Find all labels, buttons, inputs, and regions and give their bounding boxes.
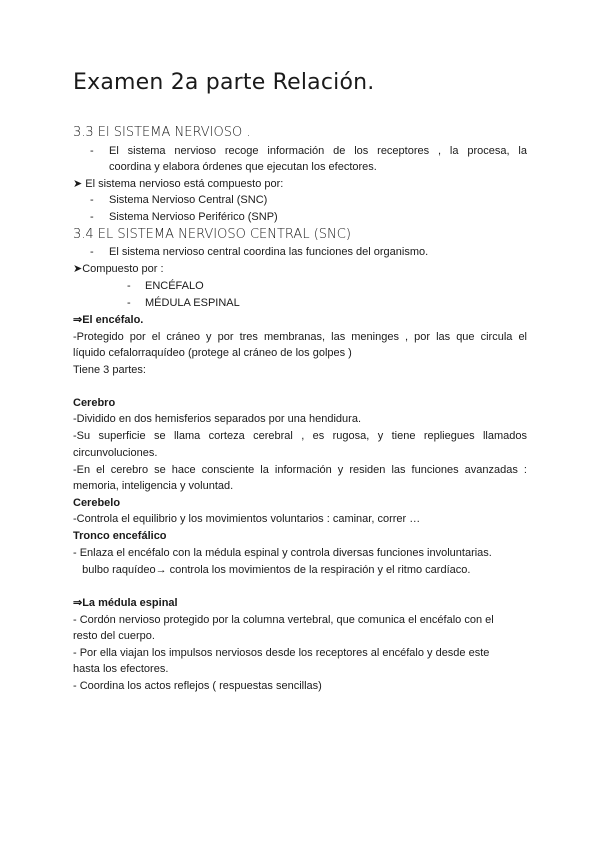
dash-bullet: - bbox=[127, 280, 131, 292]
paragraph-line: El sistema nervioso recoge información de los receptores , la procesa, la bbox=[109, 145, 527, 157]
dash-bullet: - bbox=[90, 246, 94, 258]
list-item: Sistema Nervioso Central (SNC) bbox=[109, 194, 268, 206]
subheading-medula: ⇒La médula espinal bbox=[73, 597, 178, 609]
paragraph-line: -Controla el equilibrio y los movimientos voluntarios : caminar, correr … bbox=[73, 513, 421, 525]
paragraph-line: memoria, inteligencia y voluntad. bbox=[73, 480, 234, 492]
paragraph-line: líquido cefalorraquídeo (protege al cráneo de los golpes ) bbox=[73, 347, 352, 359]
paragraph-line: -Protegido por el cráneo y por tres membranas, las meninges , por las que circula el bbox=[73, 331, 527, 343]
subheading-cerebelo: Cerebelo bbox=[73, 497, 121, 509]
list-item: ENCÉFALO bbox=[145, 280, 204, 292]
paragraph-line: -En el cerebro se hace consciente la información y residen las funciones avanzadas : bbox=[73, 464, 527, 476]
subheading-cerebro: Cerebro bbox=[73, 397, 116, 409]
paragraph-line: -Su superficie se llama corteza cerebral , es rugosa, y tiene repliegues llamados bbox=[73, 430, 527, 442]
list-item: Sistema Nervioso Periférico (SNP) bbox=[109, 211, 278, 223]
section-heading-3-4: 3.4 EL SISTEMA NERVIOSO CENTRAL (SNC) bbox=[73, 227, 351, 242]
paragraph-line: - Enlaza el encéfalo con la médula espinal y controla diversas funciones involuntarias. bbox=[73, 547, 492, 559]
dash-bullet: - bbox=[90, 145, 94, 157]
paragraph-line: hasta los efectores. bbox=[73, 663, 169, 675]
list-item: El sistema nervioso central coordina las funciones del organismo. bbox=[109, 246, 429, 258]
paragraph-line: resto del cuerpo. bbox=[73, 630, 155, 642]
paragraph-line: - Coordina los actos reflejos ( respuestas sencillas) bbox=[73, 680, 322, 692]
dash-bullet: - bbox=[90, 211, 94, 223]
paragraph-line: - Por ella viajan los impulsos nerviosos desde los receptores al encéfalo y desde este bbox=[73, 647, 490, 659]
list-intro: ➤Compuesto por : bbox=[73, 263, 164, 275]
paragraph-line: - Cordón nervioso protegido por la columna vertebral, que comunica el encéfalo con el bbox=[73, 614, 494, 626]
dash-bullet: - bbox=[127, 297, 131, 309]
paragraph-line: Tiene 3 partes: bbox=[73, 364, 146, 376]
paragraph-line: circunvoluciones. bbox=[73, 447, 158, 459]
list-intro: ➤ El sistema nervioso está compuesto por: bbox=[73, 178, 284, 190]
paragraph-line: bulbo raquídeo→ controla los movimientos de la respiración y el ritmo cardíaco. bbox=[73, 564, 471, 576]
subheading-tronco: Tronco encefálico bbox=[73, 530, 167, 542]
page-title: Examen 2a parte Relación. bbox=[73, 70, 375, 95]
paragraph-line: coordina y elabora órdenes que ejecutan los efectores. bbox=[109, 161, 377, 173]
subheading-encefalo: ⇒El encéfalo. bbox=[73, 314, 144, 326]
section-heading-3-3: 3.3 El SISTEMA NERVIOSO . bbox=[73, 125, 251, 140]
dash-bullet: - bbox=[90, 194, 94, 206]
list-item: MÉDULA ESPINAL bbox=[145, 297, 240, 309]
paragraph-line: -Dividido en dos hemisferios separados por una hendidura. bbox=[73, 413, 362, 425]
